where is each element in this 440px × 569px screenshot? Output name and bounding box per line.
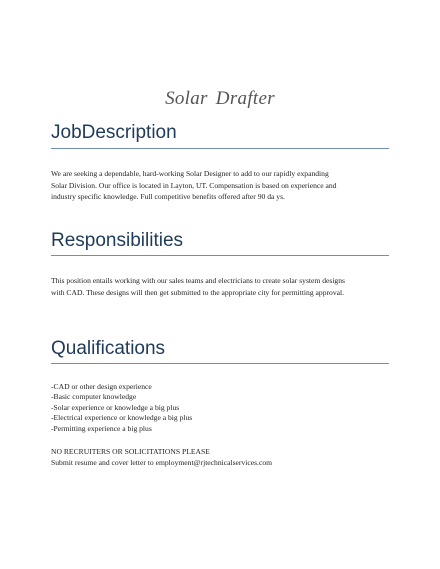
job-description-line: We are seeking a dependable, hard-working Solar Designer to add to our rapidly expanding xyxy=(51,169,329,178)
job-description-heading: JobDescription xyxy=(51,122,177,143)
qualification-item: -Permitting experience a big plus xyxy=(51,423,152,433)
qualification-item: -Basic computer knowledge xyxy=(51,392,137,402)
responsibilities-heading: Responsibilities xyxy=(51,230,184,251)
responsibilities-line: with CAD. These designs will then get submitted to the appropriate city for permitting approval. xyxy=(51,287,345,297)
qualification-item: -Solar experience or knowledge a big plus xyxy=(51,402,180,412)
job-description-paragraph xyxy=(51,168,391,203)
contact-block xyxy=(51,447,272,468)
responsibilities-paragraph xyxy=(51,275,391,298)
job-description-line: industry specific knowledge. Full competitive benefits offered after 90 da ys. xyxy=(51,192,285,201)
document-title: Solar Drafter xyxy=(165,88,275,109)
recruiter-notice: NO RECRUITERS OR SOLICITATIONS PLEASE xyxy=(51,447,210,456)
qualifications-list xyxy=(51,382,192,434)
responsibilities-divider xyxy=(51,255,389,256)
responsibilities-line: This position entails working with our sales teams and electricians to create solar system designs xyxy=(51,276,345,285)
qualification-item: -Electrical experience or knowledge a big plus xyxy=(51,413,193,423)
qualification-item: -CAD or other design experience xyxy=(51,382,152,391)
job-description-line: Solar Division. Our office is located in Layton, UT. Compensation is based on experience and xyxy=(51,180,337,190)
qualifications-divider xyxy=(51,363,389,364)
qualifications-heading: Qualifications xyxy=(51,338,166,359)
application-instruction: Submit resume and cover letter to employment@rjtechnicalservices.com xyxy=(51,457,273,467)
job-description-divider xyxy=(51,148,389,149)
